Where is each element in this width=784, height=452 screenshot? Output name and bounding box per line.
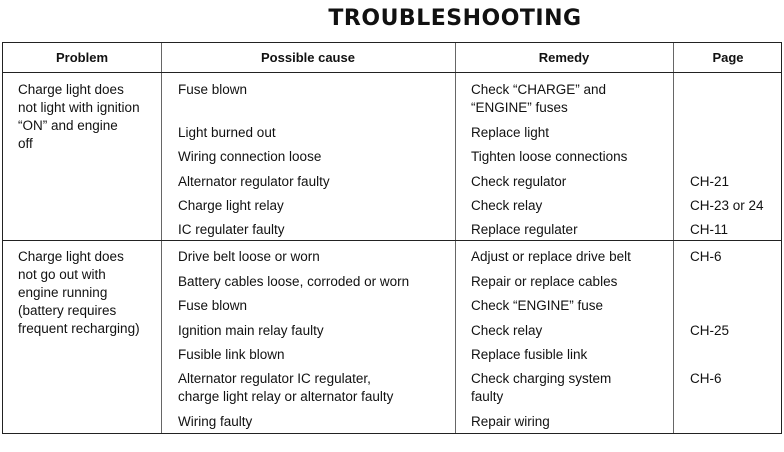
- cause-cell: Wiring connection loose: [178, 149, 322, 164]
- remedy-cell: Repair or replace cables: [471, 274, 618, 289]
- page-title: TROUBLESHOOTING: [328, 6, 582, 31]
- cause-cell: Light burned out: [178, 125, 276, 140]
- troubleshooting-table: [2, 42, 782, 434]
- header-page: Page: [712, 50, 744, 65]
- cause-cell: Battery cables loose, corroded or worn: [178, 274, 410, 289]
- cause-cell: Fuse blown: [178, 298, 248, 313]
- problem-cell: Charge light does not light with ignition “ON” and engine off: [18, 82, 140, 151]
- remedy-cell: Check relay: [471, 323, 543, 338]
- page-cell: CH-23 or 24: [690, 198, 764, 213]
- remedy-cell: Check “ENGINE” fuse: [471, 298, 604, 313]
- remedy-cell: Replace fusible link: [471, 347, 588, 362]
- page-cell: CH-21: [690, 174, 730, 189]
- cause-cell: Fuse blown: [178, 82, 248, 97]
- header-possible-cause: Possible cause: [261, 50, 355, 65]
- cause-cell: Alternator regulator faulty: [178, 174, 330, 189]
- remedy-cell: Replace light: [471, 125, 550, 140]
- cause-cell: Alternator regulator IC regulater, charge light relay or alternator faulty: [178, 371, 394, 404]
- column-divider: [455, 43, 456, 433]
- remedy-cell: Check relay: [471, 198, 543, 213]
- column-divider: [161, 43, 162, 433]
- cause-cell: Ignition main relay faulty: [178, 323, 324, 338]
- remedy-cell: Repair wiring: [471, 414, 550, 429]
- remedy-cell: Check regulator: [471, 174, 567, 189]
- problem-cell: Charge light does not go out with engine running (battery requires frequent recharging): [18, 249, 140, 336]
- cause-cell: Charge light relay: [178, 198, 284, 213]
- column-divider: [673, 43, 674, 433]
- group-divider: [3, 240, 781, 241]
- page-cell: CH-25: [690, 323, 730, 338]
- cause-cell: IC regulater faulty: [178, 222, 285, 237]
- cause-cell: Drive belt loose or worn: [178, 249, 320, 264]
- cause-cell: Wiring faulty: [178, 414, 253, 429]
- page-cell: CH-11: [690, 222, 729, 237]
- header-remedy: Remedy: [538, 50, 590, 65]
- remedy-cell: Check charging system faulty: [471, 371, 612, 404]
- cause-cell: Fusible link blown: [178, 347, 285, 362]
- header-problem: Problem: [55, 50, 108, 65]
- page-cell: CH-6: [690, 371, 722, 386]
- remedy-cell: Adjust or replace drive belt: [471, 249, 631, 264]
- remedy-cell: Check “CHARGE” and “ENGINE” fuses: [471, 82, 607, 115]
- remedy-cell: Tighten loose connections: [471, 149, 628, 164]
- remedy-cell: Replace regulater: [471, 222, 578, 237]
- page-cell: CH-6: [690, 249, 722, 264]
